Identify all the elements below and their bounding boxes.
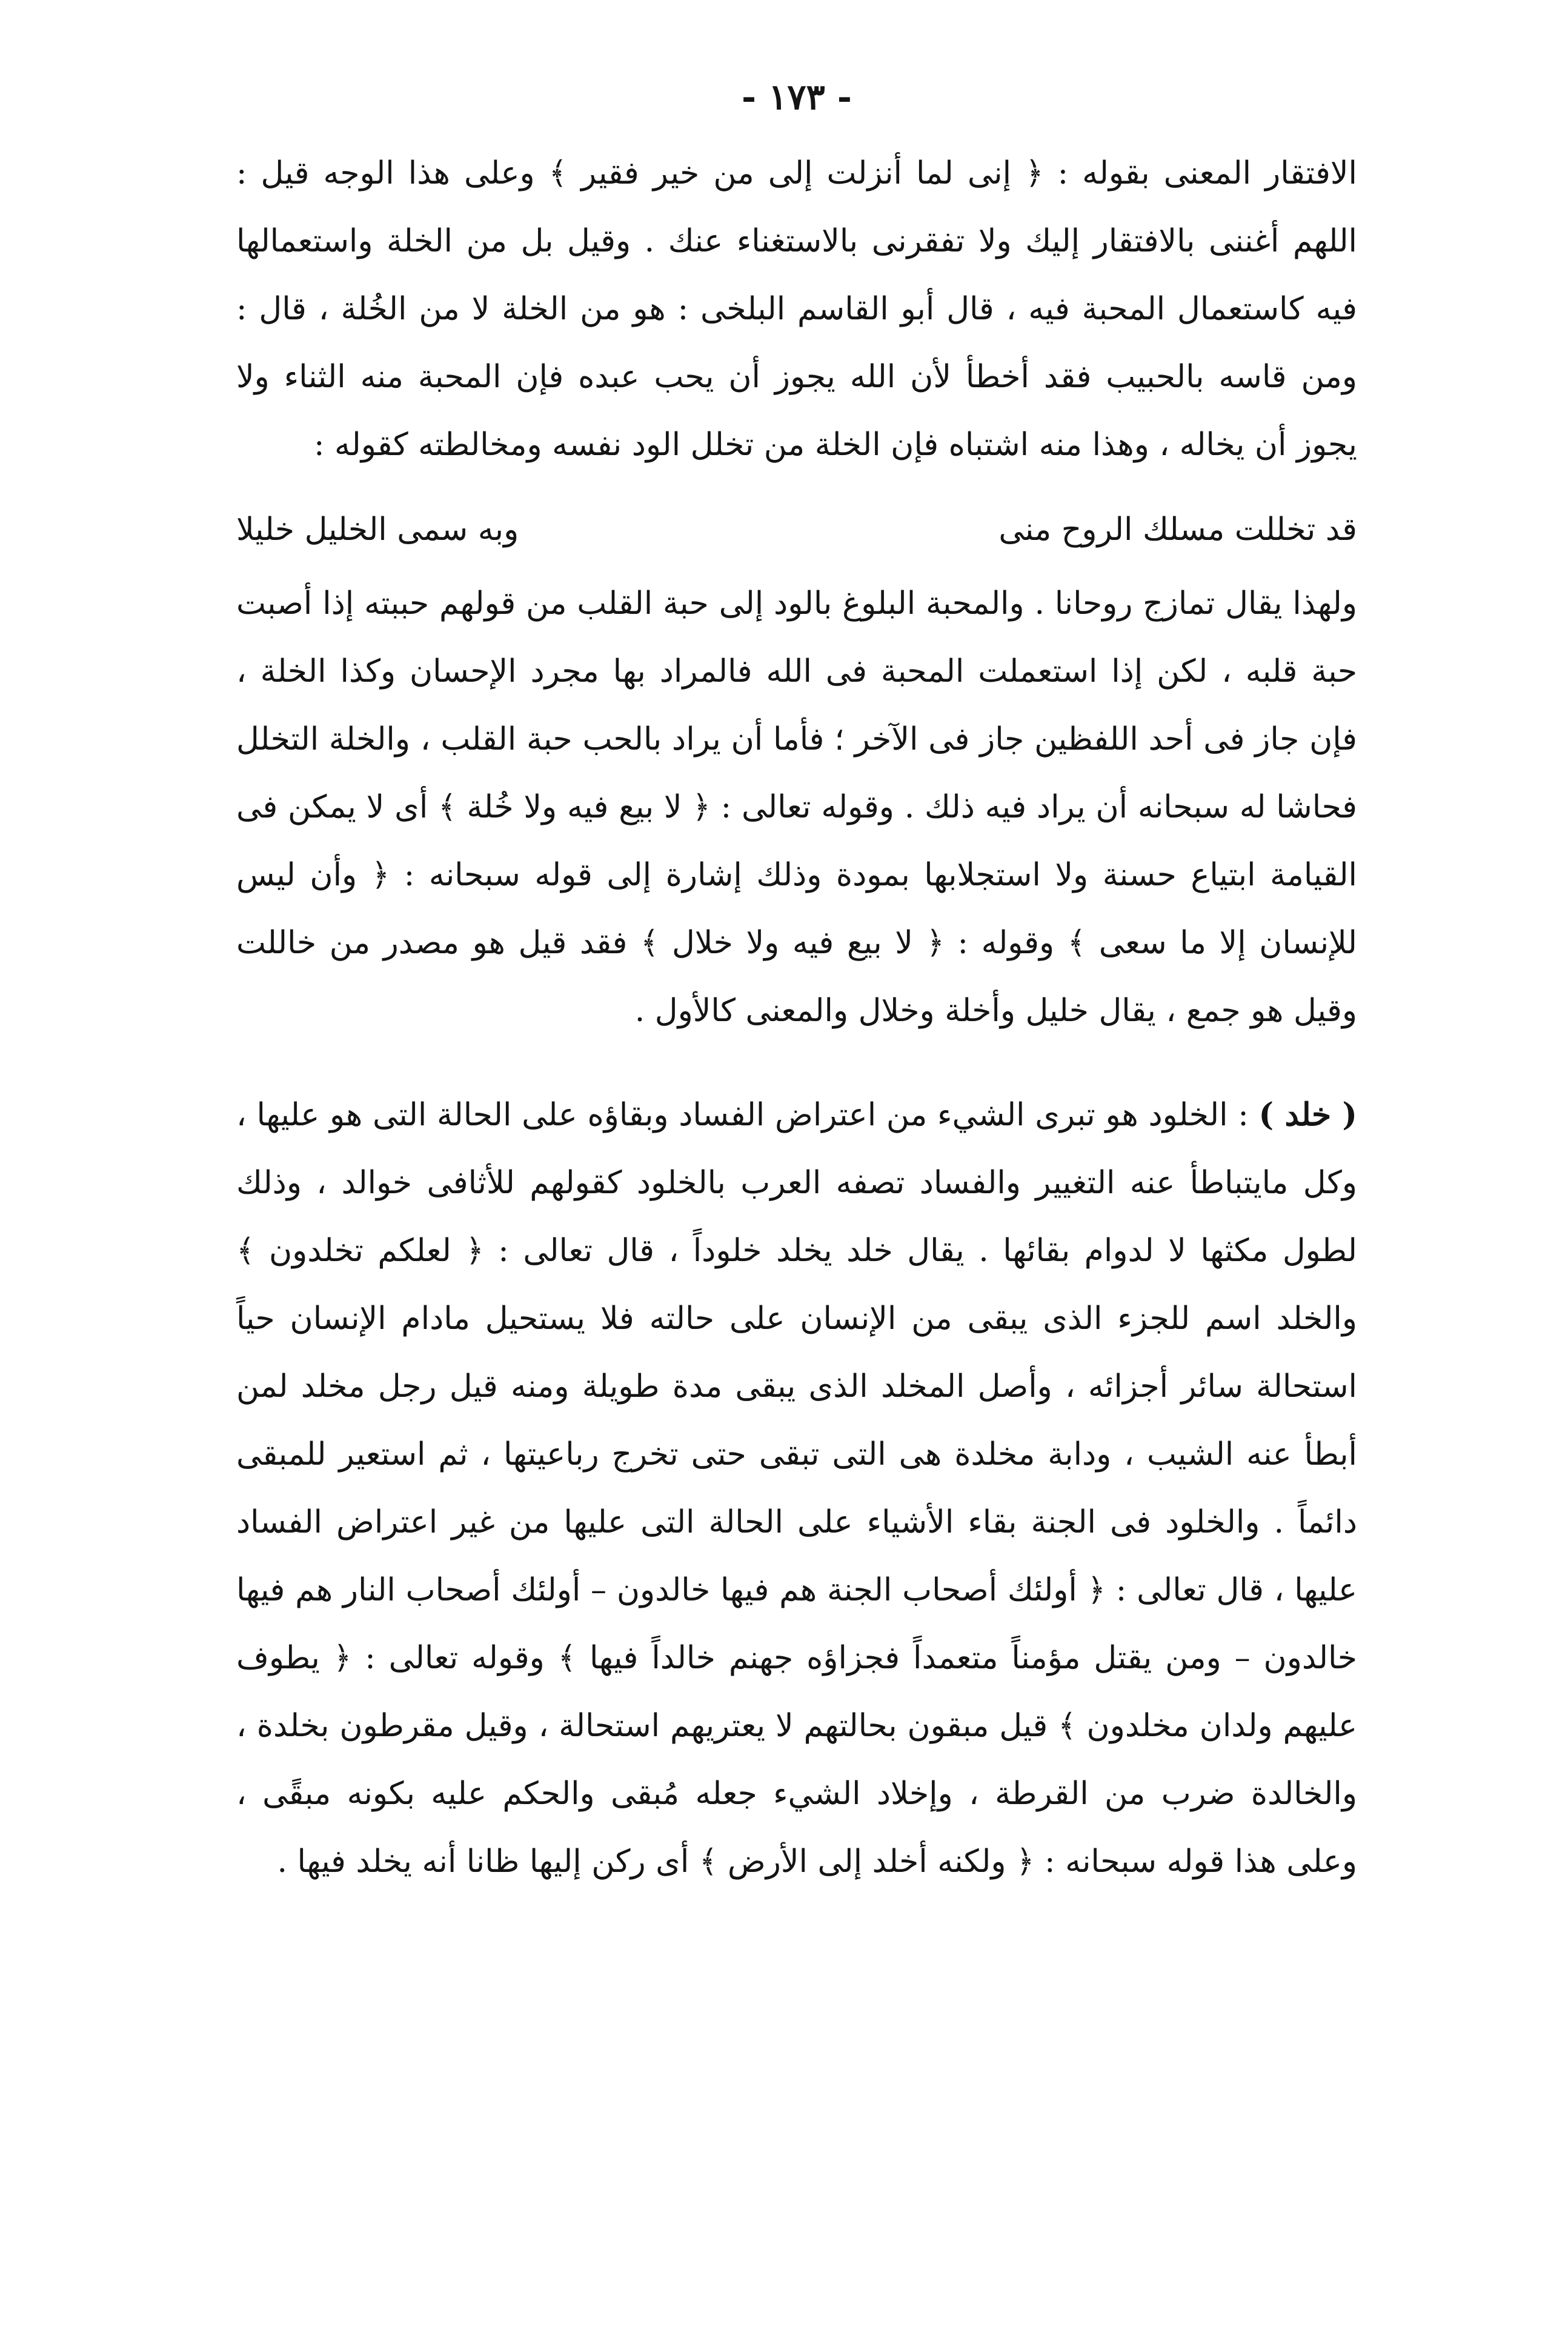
entry-body: : الخلود هو تبرى الشيء من اعتراض الفساد وبقاؤه على الحالة التى هو عليها ، وكل مايتباطأ عنه التغيير والفساد تصفه العرب بالخلود كقولهم للأثافى خوالد ، وذلك لطول مكثها لا لدوام بقائها . يقال خلد يخلد خلوداً ، قال تعالى : ﴿ لعلكم تخلدون ﴾ والخلد اسم للجزء الذى يبقى من الإنسان على حالته فلا يستحيل مادام الإنسان حياً استحالة سائر أجزائه ، وأصل المخلد الذى يبقى مدة طويلة ومنه قيل رجل مخلد لمن أبطأ عنه الشيب ، ودابة مخلدة هى التى تبقى حتى تخرج رباعيتها ، ثم استعير للمبقى دائماً . والخلود فى الجنة بقاء الأشياء على الحالة التى عليها من غير اعتراض الفساد عليها ، قال تعالى : ﴿ أولئك أصحاب الجنة هم فيها خالدون – أولئك أصحاب النار هم فيها خالدون – ومن يقتل مؤمناً متعمداً فجزاؤه جهنم خالداً فيها ﴾ وقوله تعالى : ﴿ يطوف عليهم ولدان مخلدون ﴾ قيل مبقون بحالتهم لا يعتريهم استحالة ، وقيل مقرطون بخلدة ، والخالدة ضرب من القرطة ، وإخلاد الشيء جعله مُبقى والحكم عليه بكونه مبقًى ، وعلى هذا قوله سبحانه : ﴿ ولكنه أخلد إلى الأرض ﴾ أى ركن إليها ظانا أنه يخلد فيها . [236, 1097, 1357, 1880]
book-page [236, 73, 1357, 2254]
entry-khalad [236, 1081, 1357, 1896]
verse-first-hemistich: قد تخللت مسلك الروح منى [998, 511, 1357, 548]
paragraph-khulla-meaning: الافتقار المعنى بقوله : ﴿ إنى لما أنزلت إلى من خير فقير ﴾ وعلى هذا الوجه قيل : اللهم أغننى بالافتقار إليك ولا تفقرنى بالاستغناء عنك . وقيل بل من الخلة واستعمالها فيه كاستعمال المحبة فيه ، قال أبو القاسم البلخى : هو من الخلة لا من الخُلة ، قال : ومن قاسه بالحبيب فقد أخطأ لأن الله يجوز أن يحب عبده فإن المحبة منه الثناء ولا يجوز أن يخاله ، وهذا منه اشتباه فإن الخلة من تخلل الود نفسه ومخالطته كقوله : [236, 155, 1358, 463]
page-number: - ١٧٣ - [742, 76, 852, 118]
verse-second-hemistich: وبه سمى الخليل خليلا [236, 511, 519, 548]
paragraph-mahabba-khulla: ولهذا يقال تمازج روحانا . والمحبة البلوغ بالود إلى حبة القلب من قولهم حببته إذا أصبت حبة قلبه ، لكن إذا استعملت المحبة فى الله فالمراد بها مجرد الإحسان وكذا الخلة ، فإن جاز فى أحد اللفظين جاز فى الآخر ؛ فأما أن يراد بالحب حبة القلب ، والخلة التخلل فحاشا له سبحانه أن يراد فيه ذلك . وقوله تعالى : ﴿ لا بيع فيه ولا خُلة ﴾ أى لا يمكن فى القيامة ابتياع حسنة ولا استجلابها بمودة وذلك إشارة إلى قوله سبحانه : ﴿ وأن ليس للإنسان إلا ما سعى ﴾ وقوله : ﴿ لا بيع فيه ولا خلال ﴾ فقد قيل هو مصدر من خاللت وقيل هو جمع ، يقال خليل وأخلة وخلال والمعنى كالأول . [236, 585, 1357, 1029]
entry-headword: ( خلد ) [1258, 1096, 1357, 1133]
poetry-verse [236, 496, 1357, 564]
